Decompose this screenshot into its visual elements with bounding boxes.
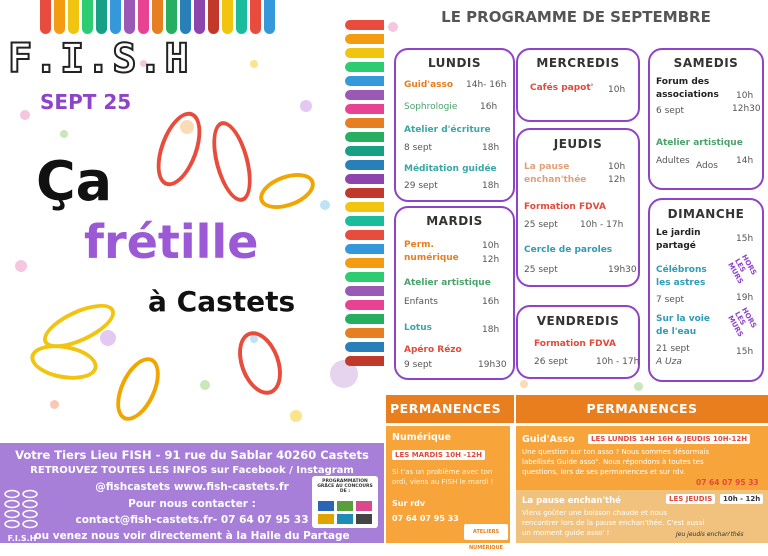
- event-name: Sur la voie: [656, 314, 710, 324]
- perm-num-badge: LES MARDIS 10H -12H: [392, 450, 485, 460]
- card-vendredis: [516, 305, 640, 379]
- headline-fretille: frétille: [84, 215, 259, 269]
- event-name: Atelier d'écriture: [404, 125, 491, 135]
- event-time: 14h: [736, 156, 754, 166]
- decor-loop: [230, 325, 290, 401]
- event-date: 21 sept: [656, 344, 690, 354]
- perm-num-rdv: Sur rdv: [392, 499, 426, 508]
- day-jeudis: JEUDIS: [553, 137, 603, 151]
- day-vendredis: VENDREDIS: [536, 314, 620, 328]
- pencils-top: [40, 0, 290, 40]
- event-time: 12h: [608, 175, 626, 185]
- event-date: 8 sept: [404, 143, 433, 153]
- event-time: 18h: [482, 325, 500, 335]
- hors-les-murs-stamp: HORS LES MURS: [726, 253, 759, 286]
- day-mardis: MARDIS: [426, 214, 483, 228]
- confetti-dot: [20, 110, 30, 120]
- event-name-2: partagé: [656, 241, 696, 251]
- card-jeudis: [516, 128, 640, 287]
- event-date: 25 sept: [524, 265, 558, 275]
- audience-label: Adultes: [656, 156, 690, 166]
- perm-pause-text: rencontrer lors de la pause enchan'thée. C'est aussi: [522, 519, 705, 527]
- card-dimanche: [648, 198, 764, 382]
- permanences-title-left: PERMANENCES: [386, 395, 514, 423]
- event-time: 15h: [736, 234, 754, 244]
- event-name: Atelier artistique: [404, 278, 491, 288]
- hors-les-murs-stamp: HORS LES MURS: [726, 306, 759, 339]
- event-time: 10h: [482, 241, 500, 251]
- card-samedis: [648, 48, 764, 190]
- event-date: 7 sept: [656, 295, 685, 305]
- month-label: SEPT 25: [40, 90, 132, 114]
- sponsor-box: [312, 476, 378, 528]
- event-time: 18h: [482, 143, 500, 153]
- fish-logo-label: F.I.S.H: [7, 534, 37, 543]
- confetti-dot: [100, 330, 116, 346]
- permanences-title-right: PERMANENCES: [516, 395, 768, 423]
- sponsor-logo: [356, 501, 372, 511]
- event-time: 10h: [608, 162, 626, 172]
- event-name-2: numérique: [404, 253, 459, 263]
- website-text: @fishcastets www.fish-castets.fr: [95, 481, 289, 493]
- perm-guid-text: labellisés Guide asso". Nous répondons à toutes tes: [522, 458, 704, 466]
- event-time: 15h: [736, 347, 754, 357]
- day-lundis: LUNDIS: [427, 56, 482, 70]
- day-samedis: SAMEDIS: [673, 56, 739, 70]
- event-date: 26 sept: [534, 357, 568, 367]
- event-name: Atelier artistique: [656, 138, 743, 148]
- perm-pause-block: [516, 490, 768, 543]
- perm-pause-text: un moment guide asso' !: [522, 529, 610, 537]
- event-name: Apéro Rézo: [404, 345, 462, 355]
- perm-pause-title: La pause enchan'thé: [522, 496, 621, 506]
- event-time: 10h - 17h: [580, 220, 624, 230]
- sponsor-logo: [318, 514, 334, 524]
- perm-guid-phone: 07 64 07 95 33: [696, 478, 759, 487]
- decor-loop: [107, 351, 168, 428]
- event-name: Cercle de paroles: [524, 245, 613, 255]
- event-name: Formation FDVA: [534, 339, 616, 349]
- event-name-2: enchan'thée: [524, 175, 587, 185]
- event-time: 19h30: [608, 265, 637, 275]
- event-name: Cafés papot': [530, 83, 594, 93]
- sponsor-logo: [337, 501, 353, 511]
- event-time: 10h: [736, 91, 754, 101]
- event-location: A Uza: [656, 357, 682, 367]
- event-time: 18h: [482, 181, 500, 191]
- confetti-dot: [634, 382, 643, 391]
- confetti-dot: [60, 130, 68, 138]
- event-name: Le jardin: [656, 228, 701, 238]
- event-name: Méditation guidée: [404, 164, 497, 174]
- decor-loop: [148, 106, 210, 192]
- confetti-dot: [15, 260, 27, 272]
- perm-guid-title: Guid'Asso: [522, 434, 575, 445]
- decor-loop: [254, 166, 319, 216]
- fish-logo: [2, 488, 42, 543]
- perm-guid-text: Une question sur ton asso ? Nous sommes désormais: [522, 448, 710, 456]
- perm-guid-text: questions, lors de ses permanences et sur rdv.: [522, 468, 686, 476]
- event-date: 25 sept: [524, 220, 558, 230]
- confetti-dot: [300, 100, 312, 112]
- decor-loop: [205, 117, 259, 206]
- ateliers-numerique-logo: ATELIERS NUMÉRIQUE: [464, 524, 508, 540]
- event-time: 16h: [482, 297, 500, 307]
- event-time: 14h- 16h: [466, 80, 507, 90]
- programme-title: LE PROGRAMME DE SEPTEMBRE: [441, 8, 711, 26]
- programme-panel: [384, 0, 768, 551]
- event-name: La pause: [524, 162, 570, 172]
- event-time: 12h30: [732, 104, 761, 114]
- confetti-dot: [320, 200, 330, 210]
- headline-ca: Ça: [36, 150, 113, 213]
- perm-num-title: Numérique: [392, 432, 452, 443]
- event-name: Lotus: [404, 323, 432, 333]
- confetti-dot: [290, 410, 302, 422]
- confetti-dot: [250, 60, 258, 68]
- sponsor-logo: [337, 514, 353, 524]
- event-time: 10h: [608, 85, 626, 95]
- event-time: 12h: [482, 255, 500, 265]
- event-time: 16h: [480, 102, 498, 112]
- event-time: 19h30: [478, 360, 507, 370]
- event-name: Formation FDVA: [524, 202, 606, 212]
- contact-email-phone: contact@fish-castets.fr- 07 64 07 95 33: [75, 514, 309, 526]
- sponsor-logo: [318, 501, 334, 511]
- contact-heading: Pour nous contacter :: [128, 498, 256, 510]
- event-name-2: les astres: [656, 278, 706, 288]
- perm-pause-badge-time: 10h - 12h: [720, 494, 763, 504]
- brand-title: F.I.S.H: [8, 36, 191, 82]
- confetti-dot: [50, 400, 59, 409]
- card-lundis: [394, 48, 515, 202]
- event-name: Célébrons: [656, 265, 707, 275]
- card-mardis: [394, 206, 515, 380]
- halle-text: ou venez nous voir directement à la Halle du Partage: [34, 530, 350, 542]
- perm-num-phone: 07 64 07 95 33: [392, 514, 459, 523]
- event-name: Forum des: [656, 77, 710, 87]
- left-panel: [0, 0, 384, 543]
- confetti-dot: [200, 380, 210, 390]
- audience-label: Enfants: [404, 297, 438, 307]
- perm-pause-badge: LES JEUDIS: [666, 494, 715, 504]
- perm-pause-text: Viens goûter une boisson chaude et nous: [522, 509, 667, 517]
- perm-numerique: [386, 426, 510, 551]
- perm-num-text: Si t'as un problème avec ton: [392, 468, 493, 476]
- event-date: 6 sept: [656, 106, 685, 116]
- pencils-right: [345, 20, 385, 420]
- card-mercredis: [516, 48, 640, 122]
- event-time: 10h - 17h: [596, 357, 640, 367]
- event-name-2: de l'eau: [656, 327, 697, 337]
- event-name: Sophrologie: [404, 102, 458, 112]
- social-text: RETROUVEZ TOUTES LES INFOS sur Facebook / Instagram: [30, 465, 354, 476]
- event-time: 19h: [736, 293, 754, 303]
- perm-guidasso: [516, 426, 768, 543]
- sponsor-logo: [356, 514, 372, 524]
- event-name-2: associations: [656, 90, 719, 100]
- event-date: 9 sept: [404, 360, 433, 370]
- day-dimanche: DIMANCHE: [667, 207, 745, 221]
- headline-castets: à Castets: [148, 285, 296, 318]
- confetti-dot: [520, 380, 528, 388]
- day-mercredis: MERCREDIS: [536, 56, 620, 70]
- event-name: Guid'asso: [404, 80, 454, 90]
- perm-pause-signature: Jeu jeudis enchan'thés: [676, 531, 744, 538]
- address-text: Votre Tiers Lieu FISH - 91 rue du Sablar 40260 Castets: [15, 448, 369, 462]
- audience-label: Ados: [696, 161, 718, 171]
- sponsor-heading: PROGRAMMATION GRÂCE AU CONCOURS DE :: [317, 479, 373, 494]
- event-date: 29 sept: [404, 181, 438, 191]
- decor-loop: [28, 339, 101, 384]
- event-name: Perm.: [404, 240, 434, 250]
- perm-num-text: ordi, viens au FISH le mardi !: [392, 478, 494, 486]
- perm-guid-badge: LES LUNDIS 14H 16H & JEUDIS 10H-12H: [588, 434, 750, 444]
